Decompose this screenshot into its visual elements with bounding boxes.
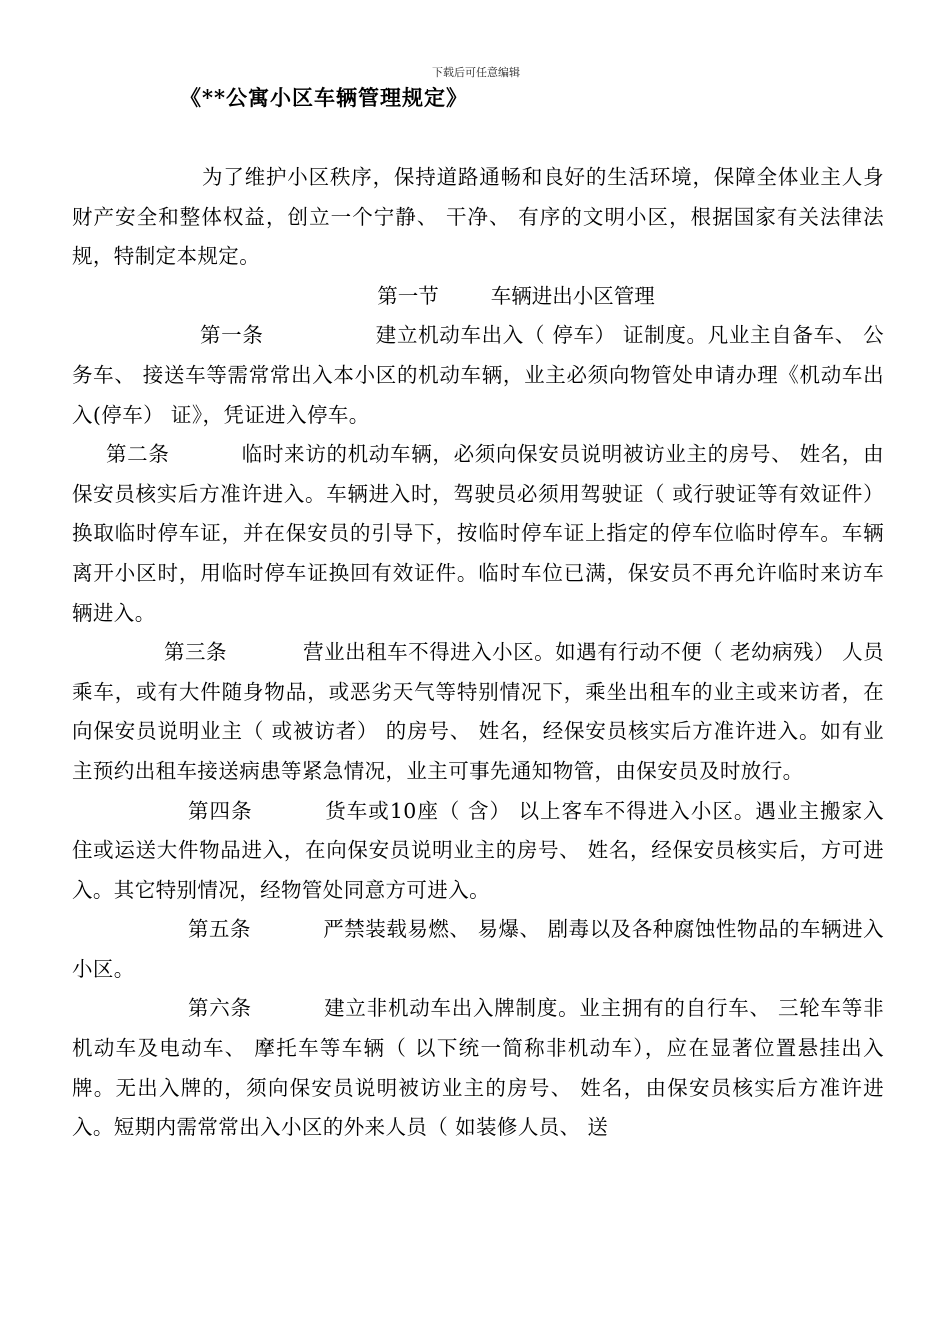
- article-text: 建立机动车出入（ 停车） 证制度。凡业主自备车、 公务车、 接送车等需常常出入本小区的机动车辆，业主必须向物管处申请办理《机动车出入(停车） 证》，凭证进入停车。: [72, 323, 884, 427]
- watermark-text: 下载后可任意编辑: [432, 66, 520, 79]
- article-3: [72, 633, 884, 791]
- preamble-paragraph: [72, 158, 884, 277]
- article-4: [72, 792, 884, 911]
- article-text: 严禁装载易燃、 易爆、 剧毒以及各种腐蚀性物品的车辆进入小区。: [72, 917, 884, 981]
- article-5: [72, 910, 884, 989]
- article-text: 营业出租车不得进入小区。如遇有行动不便（ 老幼病残） 人员乘车，或有大件随身物品，或恶劣天气等特别情况下，乘坐出租车的业主或来访者，在向保安员说明业主（ 或被访者） 的房号、 姓名，经保安员核实后方准许进入。如有业主预约出租车接送病患等紧急情况，业主可事先通知物管，由保安员及时放行。: [72, 640, 884, 783]
- section-title: 车辆进出小区管理: [490, 283, 655, 308]
- article-2: [72, 435, 884, 633]
- preamble-text: 为了维护小区秩序，保持道路通畅和良好的生活环境，保障全体业主人身财产安全和整体权益，创立一个宁静、 干净、 有序的文明小区，根据国家有关法律法规，特制定本规定。: [72, 165, 884, 269]
- article-label: 第三条: [164, 640, 227, 665]
- section-label: 第一节: [377, 283, 439, 308]
- section-heading: [72, 277, 884, 317]
- article-text: 临时来访的机动车辆，必须向保安员说明被访业主的房号、 姓名，由保安员核实后方准许进入。车辆进入时，驾驶员必须用驾驶证（ 或行驶证等有效证件） 换取临时停车证，并在保安员的引导下，按临时停车证上指定的停车位临时停车。车辆离开小区时，用临时停车证换回有效证件。临时车位已满，保安员不再允许临时来访车辆进入。: [72, 442, 884, 625]
- article-label: 第五条: [188, 917, 252, 942]
- article-label: 第四条: [188, 798, 253, 823]
- article-1: [72, 316, 884, 435]
- article-label: 第六条: [188, 996, 252, 1021]
- document-title: 《**公寓小区车辆管理规定》: [180, 85, 468, 110]
- article-text: 货车或10座（ 含） 以上客车不得进入小区。遇业主搬家入住或运送大件物品进入，在向保安员说明业主的房号、 姓名，经保安员核实后，方可进入。其它特别情况，经物管处同意方可进入。: [72, 798, 884, 902]
- article-6: [72, 989, 884, 1147]
- article-label: 第二条: [106, 442, 170, 467]
- article-text: 建立非机动车出入牌制度。业主拥有的自行车、 三轮车等非机动车及电动车、 摩托车等车辆（ 以下统一简称非机动车），应在显著位置悬挂出入牌。无出入牌的，须向保安员说明被访业主的房号、 姓名，由保安员核实后方准许进入。短期内需常常出入小区的外来人员（ 如装修人员、 送: [72, 996, 884, 1140]
- article-label: 第一条: [200, 323, 264, 348]
- document-body: [72, 158, 884, 1148]
